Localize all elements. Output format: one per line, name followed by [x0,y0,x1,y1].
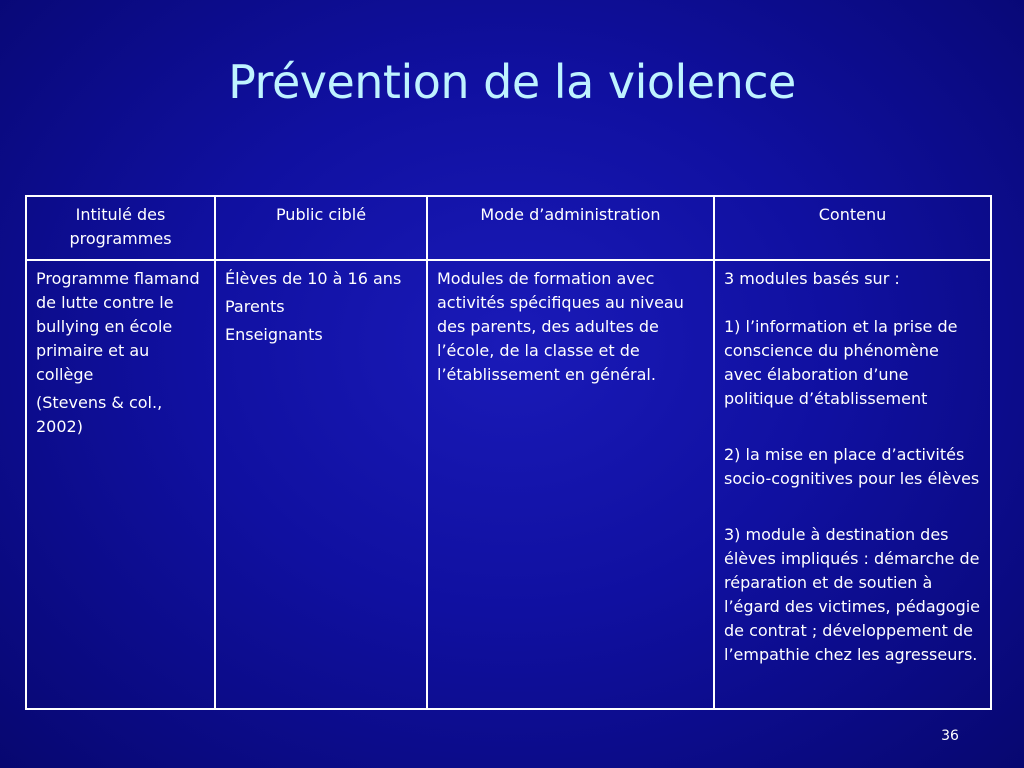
cell-mode [427,260,714,709]
contenu-intro: 3 modules basés sur : [724,269,900,288]
public-parents: Parents [225,297,285,316]
header-intitule: Intitulé des programmes [26,196,215,260]
header-contenu: Contenu [714,196,991,260]
cell-public [215,260,427,709]
header-mode: Mode d’administration [427,196,714,260]
public-eleves: Élèves de 10 à 16 ans [225,269,402,288]
cell-programme [26,260,215,709]
slide-number: 36 [941,728,959,744]
table-row [26,260,991,709]
public-enseignants: Enseignants [225,325,323,344]
table-header-row [26,196,991,260]
contenu-module-2: 2) la mise en place d’activités socio-cognitives pour les élèves [724,445,980,488]
contenu-module-3: 3) module à destination des élèves impliqués : démarche de réparation et de soutien à l’égard des victimes, pédagogie de contrat ; développement de l’empathie chez les agresseurs. [724,525,981,664]
slide-title: Prévention de la violence [228,55,796,109]
programmes-table [25,195,992,710]
programme-name: Programme flamand de lutte contre le bullying en école primaire et au collège [36,269,200,384]
header-public: Public ciblé [215,196,427,260]
contenu-module-1: 1) l’information et la prise de conscience du phénomène avec élaboration d’une politique d’établissement [724,317,958,408]
programmes-table-container [25,195,992,710]
mode-description: Modules de formation avec activités spécifiques au niveau des parents, des adultes de l’école, de la classe et de l’établissement en général. [437,269,684,384]
programme-reference: (Stevens & col., 2002) [36,393,163,436]
cell-contenu [714,260,991,709]
